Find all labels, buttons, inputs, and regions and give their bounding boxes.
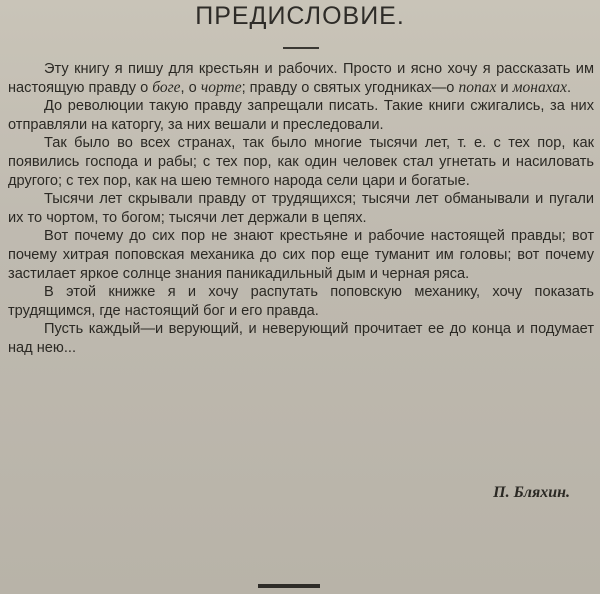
bottom-divider [258, 584, 320, 588]
p1-italic-monks: монахах [512, 78, 568, 96]
title-divider [283, 47, 319, 49]
p1-italic-god: боге [152, 78, 181, 96]
p1-italic-devil: чорте [200, 78, 242, 96]
p1-text-d: и [496, 79, 513, 96]
paragraph-4: Тысячи лет скрывали правду от трудящихся; тысячи лет обманывали и пугали их то чортом, то богом; тысячи лет держали в цепях. [8, 191, 594, 226]
p1-italic-priests: попах [458, 78, 497, 96]
paragraph-6: В этой книжке я и хочу распутать поповскую механику, хочу показать трудящимся, где настоящий бог и его правда. [8, 284, 594, 319]
preface-text [8, 60, 594, 358]
paragraph-3: Так было во всех странах, так было многие тысячи лет, т. е. с тех пор, как появились господа и рабы; с тех пор, как один человек стал угнетать и насиловать другого; с тех пор, как на шею темного народа сели цари и богатые. [8, 135, 594, 189]
paragraph-5: Вот почему до сих пор не знают крестьяне и рабочие настоящей правды; вот почему хитрая поповская механика до сих пор еще туманит им головы; вот почему застилает яркое солнце знания паникадильный дым и черная ряса. [8, 228, 594, 282]
page-title: ПРЕДИСЛОВИЕ. [195, 2, 405, 30]
p1-text-b: , о [180, 79, 201, 96]
p1-text-c: ; правду о святых угодниках—о [241, 79, 459, 96]
author-signature: П. Бляхин. [493, 484, 570, 501]
p1-text-e: . [567, 79, 572, 96]
p1-text-a: Эту книгу я пишу для крестьян и рабочих. Просто и ясно хочу я рассказать им настоящую правду о [8, 61, 594, 96]
paragraph-1 [8, 60, 594, 97]
paragraph-7: Пусть каждый—и верующий, и неверующий прочитает ее до конца и подумает над нею... [8, 321, 594, 356]
paragraph-2: До революции такую правду запрещали писать. Такие книги сжигались, за них отправляли на каторгу, за них вешали и преследовали. [8, 98, 594, 133]
